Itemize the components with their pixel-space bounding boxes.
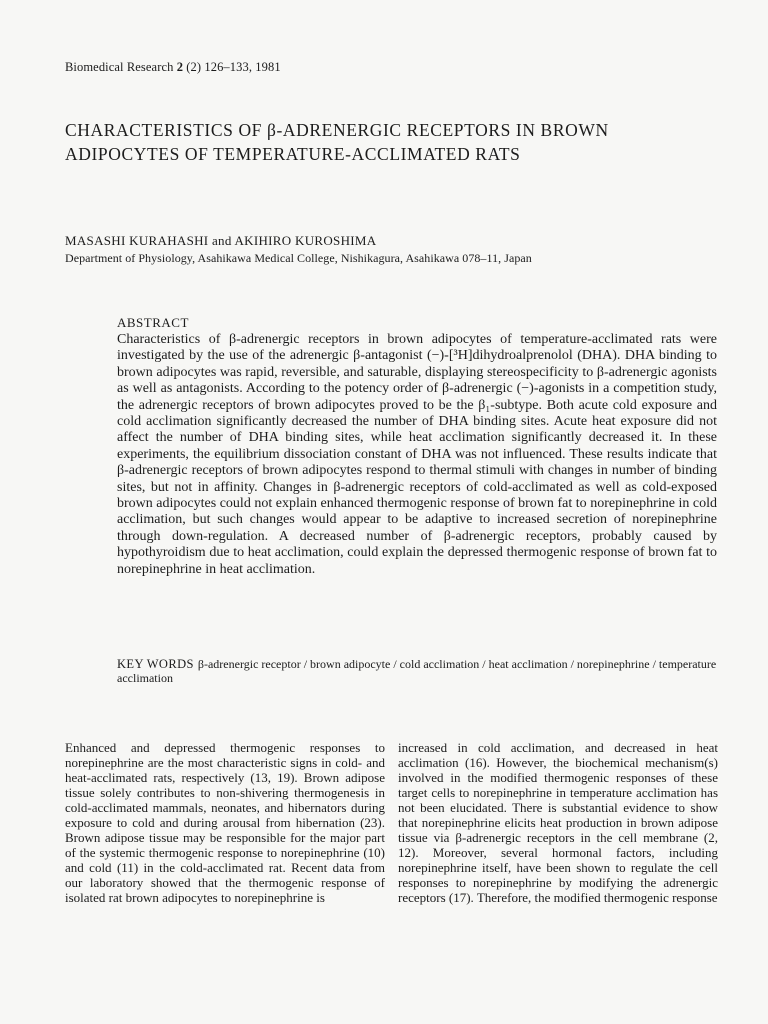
- journal-name: Biomedical Research: [65, 60, 177, 74]
- author-list: MASASHI KURAHASHI and AKIHIRO KUROSHIMA: [65, 233, 377, 248]
- keywords: [117, 657, 723, 685]
- journal-issue-pages: (2) 126–133, 1981: [183, 60, 281, 74]
- abstract-heading: ABSTRACT: [117, 315, 189, 330]
- journal-volume: 2: [176, 60, 184, 74]
- body-column-right: increased in cold acclimation, and decreased in heat acclimation (16). However, the biochemical mechanism(s) involved in the modified thermogenic responses of these target cells to norepinephrine in temperature acclimation has not been elucidated. There is substantial evidence to show that norepinephrine elicits heat production in brown adipose tissue via β-adrenergic receptors in the cell membrane (2, 12). Moreover, several hormonal factors, including norepinephrine itself, have been shown to regulate the cell responses to norepinephrine by modifying the adrenergic receptors (17). Therefore, the modified thermogenic response: [398, 740, 718, 905]
- body-column-left: Enhanced and depressed thermogenic responses to norepinephrine are the most characteristic signs in cold- and heat-acclimated rats, respectively (13, 19). Brown adipose tissue solely contributes to non-shivering thermogenesis in cold-acclimated mammals, neonates, and hibernators during exposure to cold and during arousal from hibernation (23). Brown adipose tissue may be responsible for the major part of the systemic thermogenic response to norepinephrine (10) and cold (11) in the cold-acclimated rat. Recent data from our laboratory showed that the thermogenic response of isolated rat brown adipocytes to norepinephrine is: [65, 740, 385, 905]
- abstract-text: Characteristics of β-adrenergic receptors in brown adipocytes of temperature-acclimated rats were investigated by the use of the adrenergic β-antagonist (−)-[³H]dihydroalprenolol (DHA). DHA binding to brown adipocytes was rapid, reversible, and saturable, displaying stereospecificity to β-adrenergic agonists as well as antagonists. According to the potency order of β-adrenergic (−)-agonists in a competition study, the adrenergic receptors of brown adipocytes proved to be the β₁-subtype. Both acute cold exposure and cold acclimation significantly decreased the number of DHA binding sites. Acute heat exposure did not affect the number of DHA binding sites, while heat acclimation significantly decreased it. In these experiments, the equilibrium dissociation constant of DHA was not influenced. These results indicate that β-adrenergic receptors of brown adipocytes respond to thermal stimuli with changes in number of binding sites, but not in affinity. Changes in β-adrenergic receptors of cold-acclimated as well as cold-exposed brown adipocytes could not explain enhanced thermogenic response of brown fat to norepinephrine in cold acclimation, but such changes would appear to be adaptive to increased secretion of norepinephrine through down-regulation. A decreased number of β-adrenergic receptors, probably caused by hypothyroidism due to heat acclimation, could explain the depressed thermogenic response of brown fat to norepinephrine in heat acclimation.: [117, 332, 717, 577]
- journal-citation: [65, 60, 281, 75]
- author-affiliation: Department of Physiology, Asahikawa Medical College, Nishikagura, Asahikawa 078–11, Japan: [65, 251, 532, 265]
- keywords-text: β-adrenergic receptor / brown adipocyte / cold acclimation / heat acclimation / norepinephrine / temperature acclimation: [117, 657, 717, 685]
- paper-title: CHARACTERISTICS OF β-ADRENERGIC RECEPTORS IN BROWN ADIPOCYTES OF TEMPERATURE-ACCLIMATED RATS: [65, 120, 609, 164]
- keywords-label: KEY WORDS: [117, 657, 194, 671]
